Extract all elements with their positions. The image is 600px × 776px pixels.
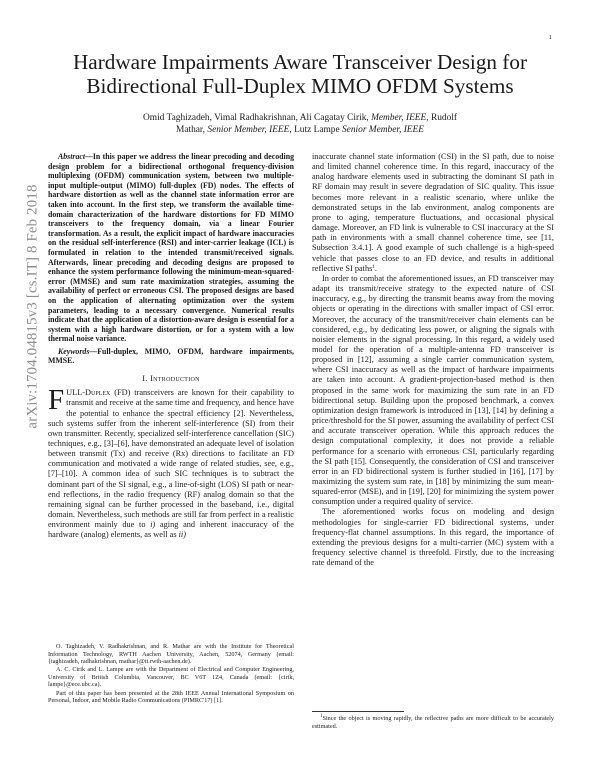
keywords-text: —Full-duplex, MIMO, OFDM, hardware impairments, MMSE. — [48, 346, 294, 366]
title-line-2: Bidirectional Full-Duplex MIMO OFDM Systems — [86, 74, 514, 98]
drop-cap: F — [48, 384, 65, 417]
author-line-2: Mathar, — [175, 125, 208, 136]
paragraph-text: inaccurate channel state information (CSI) in the SI path, due to noise and limited channel coherence time. In this regard, inaccuracy of the analog hardware elements used in subtracting the dominant SI path in RF domain may result in severe degradation of SIC quality. This issue becomes more relevant in a realistic scenario, where unlike the demonstrated setups in the lab environment, analog components are prone to aging, temperature fluctuations, and occasional physical damage. Moreover, an FD link is vulnerable to CSI inaccuracy at the SI path in environments with a small channel coherence time, see [11, Subsection 3.4.1]. A good example of such challenge is a high-speed vehicle that passes close to an FD device, and results in additional reflective SI paths — [312, 152, 554, 273]
enum-ii: ii) — [178, 530, 186, 540]
footnote-text: Since the object is moving rapidly, the reflective paths are more difficult to be accurately estimated. — [312, 715, 554, 730]
intro-paragraph — [48, 384, 294, 540]
footnote-rule — [312, 711, 404, 712]
section-number: I. — [142, 374, 151, 384]
title-line-1: Hardware Impairments Aware Transceiver Design for — [72, 50, 528, 74]
paragraph-end: . — [374, 263, 377, 273]
left-column — [48, 152, 294, 541]
right-column — [312, 152, 554, 568]
footnote-mark: 1 — [372, 264, 375, 270]
abstract — [48, 152, 294, 344]
right-footnote — [312, 711, 554, 730]
author-role: Senior Member, IEEE — [207, 125, 290, 136]
author-role: Member, IEEE — [371, 113, 427, 123]
footnote-affiliation-1: O. Taghizadeh, V. Radhakrishnan, and R. Mathar are with the Institute for Theoretical Information Technology, RWTH Aachen University, Aachen, 52074, Germany (email: {taghizadeh, radhakrishnan, mathar}@ti.rwth-aachen.de). — [48, 643, 294, 666]
author-line-1-tail: , Rudolf — [426, 113, 457, 123]
affiliation-footnotes — [48, 643, 294, 705]
body-paragraph — [312, 152, 554, 274]
intro-text-a: (FD) transceivers are known for their capability to transmit and receive at the same time and frequency, and hence have the potential to enhance the spectral efficiency [2]. Nevertheless, such systems suffer from the inherent self-interference (SI) from their own transmitter. Recently, specialized self-interference cancellation (SIC) techniques, e.g., [3]–[6], have demonstrated an adequate level of isolation between transmit (Tx) and receive (Rx) directions to facilitate an FD communication and motivated a wide range of related studies, see, e.g., [7]–[10]. A common idea of such SIC techniques is to subtract the dominant part of the SI signal, e.g., a line-of-sight (LOS) SI path or near-end reflections, in the radio frequency (RF) analog domain so that the remaining signal can be further processed in the baseband, i.e., digital domain. Nevertheless, such methods are still far from perfect in a realistic environment mainly due to — [48, 388, 294, 530]
author-list — [80, 112, 520, 136]
keywords — [48, 347, 294, 366]
footnote-affiliation-2: A. C. Cirik and L. Lampe are with the Department of Electrical and Computer Engineering, University of British Columbia, Vancouver, BC V6T 1Z4, Canada (email: {cirik, lampe}@ece.ubc.ca). — [48, 666, 294, 689]
author-line-1: Omid Taghizadeh, Vimal Radhakrishnan, Ali Cagatay Cirik, — [143, 113, 372, 123]
paper-title — [48, 50, 552, 98]
abstract-label: Abstract — [58, 152, 86, 161]
keywords-label: Keywords — [58, 346, 90, 356]
author-line-2-mid: , Lutz Lampe — [289, 125, 342, 136]
lead-word: ULL-Duplex — [66, 388, 111, 398]
abstract-text: —In this paper we address the linear precoding and decoding design problem for a bidirectional orthogonal frequency-division multiplexing (OFDM) communication system, between two multiple-input multiple-output (MIMO) full-duplex (FD) nodes. The effects of hardware distortion as well as the channel state information error are taken into account. In the first step, we transform the available time-domain characterization of the hardware distortions for FD MIMO transceivers to the frequency domain, via a linear Fourier transformation. As a result, the explicit impact of hardware inaccuracies on the residual self-interference (RSI) and inter-carrier leakage (ICL) is formulated in relation to the intended transmit/received signals. Afterwards, linear precoding and decoding designs are proposed to enhance the system performance following the minimum-mean-squared-error (MMSE) and sum rate maximization strategies, assuming the availability of perfect or erroneous CSI. The proposed designs are based on the application of alternating optimization over the system parameters, leading to a necessary convergence. Numerical results indicate that the application of a distortion-aware design is essential for a system with a high hardware distortion, or for a system with a low thermal noise variance. — [48, 152, 294, 344]
footnote-conference: Part of this paper has been presented at the 28th IEEE Annual International Symposium on Personal, Indoor, and Mobile Radio Communications (PIMRC'17) [1]. — [48, 689, 294, 705]
page-number: 1 — [548, 34, 552, 41]
intro-text-b: aging and inherent inaccuracy of the hardware (analog) elements, as well as — [48, 520, 294, 540]
section-title: Introduction — [150, 374, 200, 384]
author-role: Senior Member, IEEE — [341, 125, 424, 136]
body-paragraph: In order to combat the aforementioned issues, an FD transceiver may adapt its transmit/receive strategy to the expected nature of CSI inaccuracy, e.g., by directing the transmit beams away from the moving objects or operating in the directions with smaller impact of CSI error. Moreover, the accuracy of the transmit/receiver chain elements can be considered, e.g., by dedicating less power, or aligning the signals with noisier elements in the signal processing. In this regard, a widely used model for the operation of a multiple-antenna FD transceiver is proposed in [12], assuming a single carrier communication system, where CSI inaccuracy as well as the impact of hardware impairments are taken into account. A gradient-projection-based method is then proposed in the same work for maximizing the sum rate in an FD bidirectional setup. Building upon the proposed benchmark, a convex optimization design framework is introduced in [13], [14] by defining a price/threshold for the SI power, assuming the availability of perfect CSI and accurate transceiver operation. While this approach reduces the design computational complexity, it does not provide a reliable performance for a scenario with erroneous CSI, particularly regarding the SI path [15]. Consequently, the consideration of CSI and transceiver error in an FD bidirectional system is further studied in [16], [17] by maximizing the system sum rate, in [18] by minimizing the sum mean-squared-error (MSE), and in [19], [20] for minimizing the system power consumption under a required quality of service. — [312, 273, 554, 507]
footnote-1 — [312, 715, 554, 730]
footnote-mark: 1 — [320, 714, 323, 719]
arxiv-identifier: arXiv:1704.04815v3 [cs.IT] 8 Feb 2018 — [24, 184, 41, 429]
enum-i: i) — [150, 520, 156, 530]
body-paragraph: The aforementioned works focus on modeling and design methodologies for single-carrier FD bidirectional systems, under frequency-flat channel assumptions. In this regard, the importance of extending the previous designs for a multi-carrier (MC) system with a frequency selective channel is threefold. Firstly, due to the increasing rate demand of the — [312, 507, 554, 568]
section-heading — [48, 374, 294, 384]
